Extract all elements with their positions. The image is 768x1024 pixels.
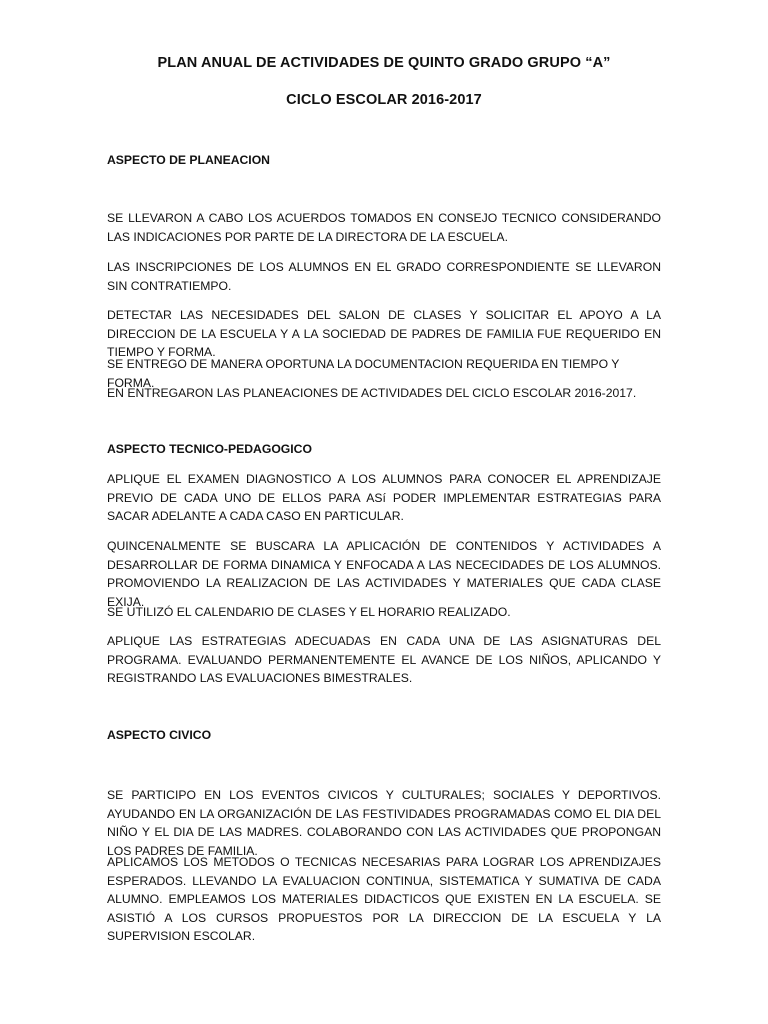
paragraph: APLICAMOS LOS METODOS O TECNICAS NECESARIAS PARA LOGRAR LOS APRENDIZAJES ESPERADOS. LLEVANDO LA EVALUACION CONTINUA, SISTEMATICA Y SUMATIVA DE CADA ALUMNO. EMPLEAMOS LOS MATERIALES DIDACTICOS QUE EXISTEN EN LA ESCUELA. SE ASISTIÓ A LOS CURSOS PROPUESTOS POR LA DIRECCION DE LA ESCUELA Y LA SUPERVISION ESCOLAR.	[107, 855, 661, 943]
paragraph: LAS INSCRIPCIONES DE LOS ALUMNOS EN EL GRADO CORRESPONDIENTE SE LLEVARON SIN CONTRATIEMPO.	[107, 260, 661, 293]
paragraph: SE PARTICIPO EN LOS EVENTOS CIVICOS Y CULTURALES; SOCIALES Y DEPORTIVOS. AYUDANDO EN LA ORGANIZACIÓN DE LAS FESTIVIDADES PROGRAMADAS COMO EL DIA DEL NIÑO Y EL DIA DE LAS MADRES. COLABORANDO CON LAS ACTIVIDADES QUE PROPONGAN LOS PADRES DE FAMILIA.	[107, 788, 661, 858]
document-subtitle: CICLO ESCOLAR 2016-2017	[286, 92, 482, 108]
section-heading-tecnico-pedagogico: ASPECTO TECNICO-PEDAGOGICO	[107, 442, 312, 456]
paragraph: SE UTILIZÓ EL CALENDARIO DE CLASES Y EL HORARIO REALIZADO.	[107, 605, 511, 619]
paragraph: DETECTAR LAS NECESIDADES DEL SALON DE CLASES Y SOLICITAR EL APOYO A LA DIRECCION DE LA ESCUELA Y A LA SOCIEDAD DE PADRES DE FAMILIA FUE REQUERIDO EN TIEMPO Y FORMA.	[107, 308, 661, 359]
paragraph: SE LLEVARON A CABO LOS ACUERDOS TOMADOS EN CONSEJO TECNICO CONSIDERANDO LAS INDICACIONES POR PARTE DE LA DIRECTORA DE LA ESCUELA.	[107, 211, 661, 244]
paragraph: APLIQUE LAS ESTRATEGIAS ADECUADAS EN CADA UNA DE LAS ASIGNATURAS DEL PROGRAMA. EVALUANDO PERMANENTEMENTE EL AVANCE DE LOS NIÑOS, APLICANDO Y REGISTRANDO LAS EVALUACIONES BIMESTRALES.	[107, 634, 661, 685]
paragraph: SE ENTREGO DE MANERA OPORTUNA LA DOCUMENTACION REQUERIDA EN TIEMPO Y FORMA.	[107, 357, 620, 390]
paragraph: QUINCENALMENTE SE BUSCARA LA APLICACIÓN DE CONTENIDOS Y ACTIVIDADES A DESARROLLAR DE FORMA DINAMICA Y ENFOCADA A LAS NECECIDADES DE LOS ALUMNOS. PROMOVIENDO LA REALIZACION DE LAS ACTIVIDADES Y MATERIALES QUE CADA CLASE EXIJA.	[107, 539, 661, 609]
paragraph: APLIQUE EL EXAMEN DIAGNOSTICO A LOS ALUMNOS PARA CONOCER EL APRENDIZAJE PREVIO DE CADA UNO DE ELLOS PARA ASí PODER IMPLEMENTAR ESTRATEGIAS PARA SACAR ADELANTE A CADA CASO EN PARTICULAR.	[107, 472, 661, 523]
paragraph: EN ENTREGARON LAS PLANEACIONES DE ACTIVIDADES DEL CICLO ESCOLAR 2016-2017.	[107, 386, 637, 400]
section-heading-civico: ASPECTO CIVICO	[107, 728, 212, 742]
section-heading-planeacion: ASPECTO DE PLANEACION	[107, 153, 270, 167]
document-title: PLAN ANUAL DE ACTIVIDADES DE QUINTO GRADO GRUPO “A”	[157, 55, 611, 71]
